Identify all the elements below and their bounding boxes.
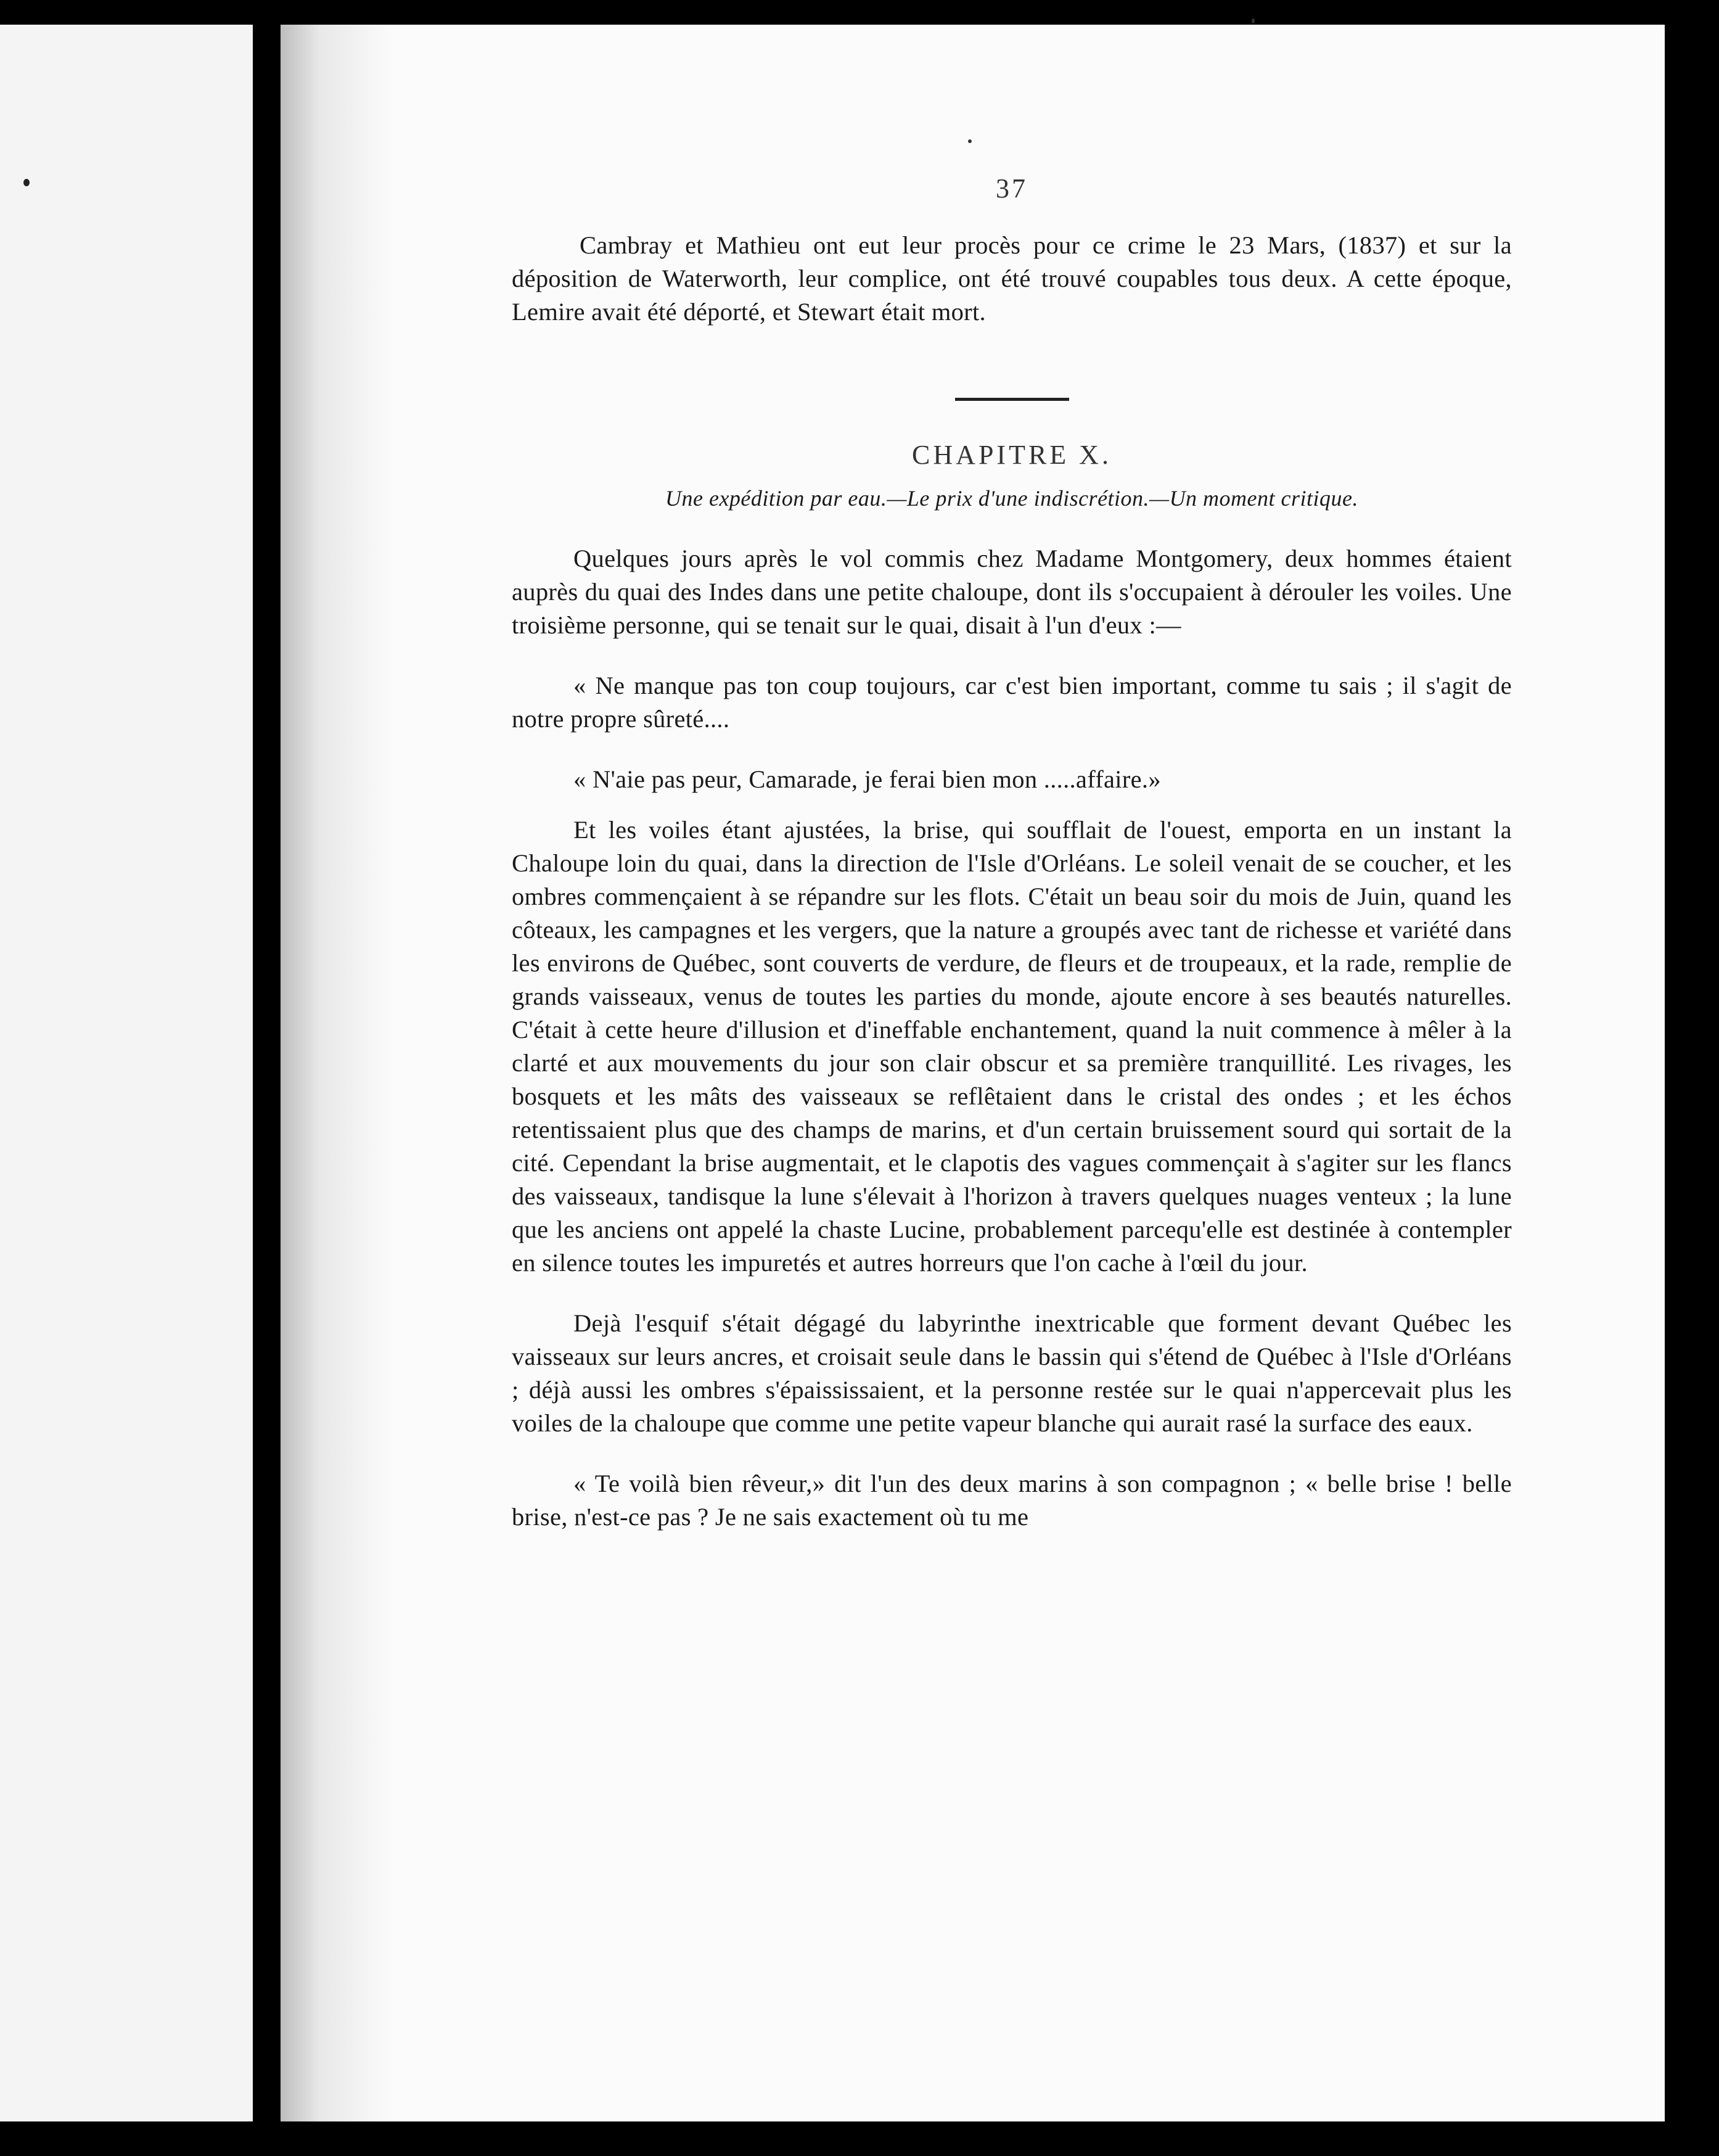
paragraph: Quelques jours après le vol commis chez Madame Montgomery, deux hommes étaient auprès du quai des Indes dans une petite chaloupe, dont ils s'occupaient à dérouler les voiles. Une troisième personne, qui se tenait sur le quai, disait à l'un d'eux :—: [512, 545, 1512, 639]
page-number: 37: [996, 173, 1028, 204]
ink-speck: [1252, 19, 1255, 23]
ink-speck: [968, 139, 972, 143]
intro-paragraph: Cambray et Mathieu ont eut leur procès pour ce crime le 23 Mars, (1837) et sur la déposition de Waterworth, leur complice, ont été trouvé coupables tous deux. A cette époque, Lemire avait été déporté, et Stewart était mort.: [512, 231, 1512, 326]
binding-gutter: [253, 25, 281, 2121]
page-curve-shadow: [281, 25, 392, 2121]
paragraph: « N'aie pas peur, Camarade, je ferai bien mon .....affaire.»: [573, 765, 1161, 793]
chapter-title: CHAPITRE X.: [912, 440, 1112, 470]
paragraph: « Te voilà bien rêveur,» dit l'un des deux marins à son compagnon ; « belle brise ! belle brise, n'est-ce pas ? Je ne sais exactement où tu me: [512, 1470, 1512, 1531]
film-border-top: [0, 0, 1719, 25]
paragraph: Et les voiles étant ajustées, la brise, qui soufflait de l'ouest, emporta en un instant la Chaloupe loin du quai, dans la direction de l'Isle d'Orléans. Le soleil venait de se coucher, et les ombres commençaient à se répandre sur les flots. C'était un beau soir du mois de Juin, quand les côteaux, les campagnes et les vergers, que la nature a groupés avec tant de richesse et variété dans les environs de Québec, sont couverts de verdure, de fleurs et de troupeaux, et la rade, remplie de grands vaisseaux, venus de toutes les parties du monde, ajoute encore à ses beautés naturelles. C'était à cette heure d'illusion et d'ineffable enchantement, quand la nuit commence à mêler à la clarté et aux mouvements du jour son clair obscur et sa première tranquillité. Les rivages, les bosquets et les mâts des vaisseaux se reflêtaient dans le cristal des ondes ; et les échos retentissaient plus que des champs de marins, et d'un certain bruissement sourd qui sortait de la cité. Cependant la brise augmentait, et le clapotis des vagues commençait à s'agiter sur les flancs des vaisseaux, tandisque la lune s'élevait à l'horizon à travers quelques nuages venteux ; la lune que les anciens ont appelé la chaste Lucine, probablement parcequ'elle est destinée à contempler en silence toutes les impuretés et autres horreurs que l'on cache à l'œil du jour.: [512, 816, 1512, 1277]
ink-speck: [23, 179, 30, 186]
chapter-summary: Une expédition par eau.—Le prix d'une indiscrétion.—Un moment critique.: [665, 486, 1359, 511]
facing-page-fragment: [0, 25, 255, 2121]
section-divider: [955, 398, 1069, 401]
paragraph: « Ne manque pas ton coup toujours, car c'est bien important, comme tu sais ; il s'agit de notre propre sûreté....: [512, 672, 1512, 733]
film-border-right: [1665, 0, 1719, 2156]
film-border-bottom: [0, 2121, 1719, 2156]
page-text: [512, 173, 1512, 1534]
paragraph: Dejà l'esquif s'était dégagé du labyrinthe inextricable que forment devant Québec les vaisseaux sur leurs ancres, et croisait seule dans le bassin qui s'étend de Québec à l'Isle d'Orléans ; déjà aussi les ombres s'épaississaient, et la personne restée sur le quai n'appercevait plus les voiles de la chaloupe que comme une petite vapeur blanche qui aurait rasé la surface des eaux.: [512, 1309, 1512, 1437]
